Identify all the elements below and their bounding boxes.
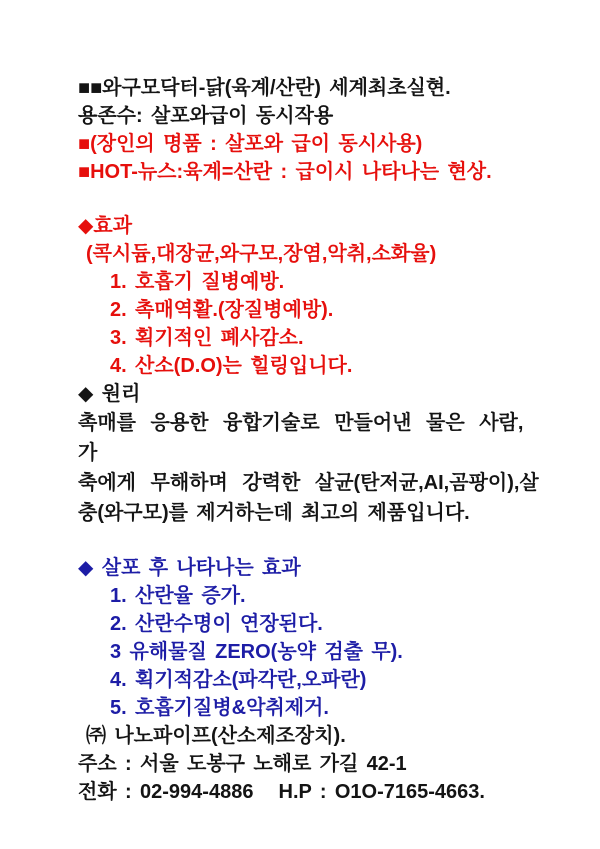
hot-news-line xyxy=(78,158,540,186)
line-text: 충(와구모)를 제거하는데 최고의 제품입니다. xyxy=(78,502,470,524)
spray-effect-item-5 xyxy=(78,694,540,722)
spray-effect-item-4 xyxy=(78,666,540,694)
line-text: 1. 산란율 증가. xyxy=(110,585,246,607)
line-text: 3. 획기적인 폐사감소. xyxy=(110,327,304,349)
subtitle-line xyxy=(78,102,540,130)
line-text: 축에게 무해하며 강력한 살균(탄저균,AI,곰팡이),살 xyxy=(78,472,539,494)
effect-item-4 xyxy=(78,352,540,380)
spray-effect-item-3 xyxy=(78,638,540,666)
principle-heading xyxy=(78,380,540,408)
principle-paragraph-line-1 xyxy=(78,408,540,468)
principle-paragraph-line-2 xyxy=(78,468,540,498)
effect-item-1 xyxy=(78,268,540,296)
spray-effect-item-2 xyxy=(78,610,540,638)
line-text: 4. 획기적감소(파각란,오파란) xyxy=(110,669,367,691)
company-line xyxy=(78,722,540,750)
line-text: 4. 산소(D.O)는 힐링입니다. xyxy=(110,355,353,377)
line-text: 와구모닥터-닭(육계/산란) 세계최초실현. xyxy=(102,77,451,99)
spray-effect-item-1 xyxy=(78,582,540,610)
feature-line xyxy=(78,130,540,158)
line-text: 살포 후 나타나는 효과 xyxy=(93,557,301,579)
diamond-bullet-icon: ◆ xyxy=(78,215,94,237)
line-text: 주소 : 서울 도봉구 노해로 가길 42-1 xyxy=(78,753,407,775)
line-text: (콕시듐,대장균,와구모,장염,악취,소화율) xyxy=(86,243,437,265)
square-bullet-icon: ■ xyxy=(78,161,91,183)
square-bullet-icon: ■ xyxy=(78,133,91,155)
line-text: 전화 : 02-994-4886 H.P : O1O-7165-4663. xyxy=(78,781,485,803)
principle-paragraph-line-3 xyxy=(78,498,540,528)
effect-item-2 xyxy=(78,296,540,324)
line-text: 1. 호흡기 질병예방. xyxy=(110,271,285,293)
diamond-bullet-icon: ◆ xyxy=(78,557,94,579)
line-text: HOT-뉴스:육계=산란 : 급이시 나타나는 현상. xyxy=(90,161,492,183)
line-text: 원리 xyxy=(93,383,141,405)
address-line xyxy=(78,750,540,778)
line-text: 5. 호흡기질병&악취제거. xyxy=(110,697,329,719)
line-text: (장인의 명품 : 살포와 급이 동시사용) xyxy=(90,133,423,155)
line-text: ㈜ 나노파이프(산소제조장치). xyxy=(86,725,346,747)
double-square-bullet-icon: ■■ xyxy=(78,77,103,99)
line-text: 촉매를 응용한 융합기술로 만들어낸 물은 사람, 가 xyxy=(78,412,538,464)
title-line xyxy=(78,74,540,102)
line-text: 3 유해물질 ZERO(농약 검출 무). xyxy=(110,641,403,663)
blank-line xyxy=(78,528,540,554)
effect-heading xyxy=(78,212,540,240)
line-text: 2. 산란수명이 연장된다. xyxy=(110,613,323,635)
effect-scope-line xyxy=(78,240,540,268)
spray-effect-heading xyxy=(78,554,540,582)
blank-line xyxy=(78,186,540,212)
line-text: 용존수: 살포와급이 동시작용 xyxy=(78,105,334,127)
phone-line xyxy=(78,778,540,806)
effect-item-3 xyxy=(78,324,540,352)
diamond-bullet-icon: ◆ xyxy=(78,383,94,405)
line-text: 효과 xyxy=(93,215,133,237)
line-text: 2. 촉매역활.(장질병예방). xyxy=(110,299,334,321)
